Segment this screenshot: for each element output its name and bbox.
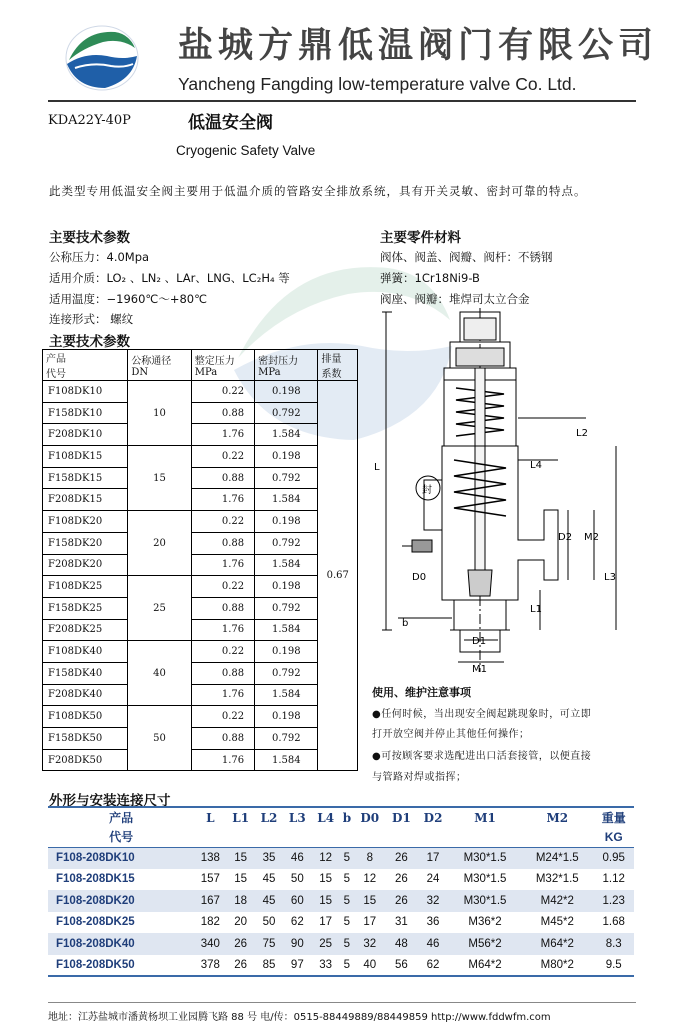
dims-cell: F108-208DK25 (56, 916, 135, 929)
discharge-coefficient-cell: 0.67 (318, 381, 358, 771)
maintenance-line-1: ●任何时候，当出现安全阀起跳现象时，可立即 (372, 709, 592, 720)
params-cell: F108DK10 (43, 381, 128, 403)
dims-cell: 35 (255, 847, 283, 869)
params-cell: 50 (128, 706, 191, 771)
dims-cell: 182 (200, 916, 220, 929)
dims-cell: 0.95 (593, 847, 634, 869)
dims-header-cell (283, 827, 311, 847)
dims-cell: 97 (283, 955, 311, 977)
dims-cell: 5 (340, 847, 354, 869)
parts-heading: 主要零件材料 (380, 230, 461, 246)
dims-cell: M64*2 (449, 955, 521, 977)
product-title-cn: 低温安全阀 (188, 113, 273, 133)
params-row (43, 706, 358, 728)
maintenance-heading: 使用、维护注意事项 (372, 686, 471, 699)
spec-connection: 连接形式： 螺纹 (49, 312, 134, 326)
dims-cell: 20 (234, 916, 248, 929)
company-logo (63, 22, 141, 92)
params-cell: 1.76 (191, 749, 254, 771)
dims-header-cell (194, 827, 226, 847)
dims-cell: 15 (234, 873, 248, 886)
params-row (43, 446, 358, 468)
dims-cell: 62 (417, 955, 449, 977)
params-cell: 0.22 (191, 641, 254, 663)
params-cell: 1.584 (255, 424, 318, 446)
params-cell: 0.22 (191, 576, 254, 598)
params-cell: 0.88 (191, 467, 254, 489)
params-cell: F158DK25 (43, 597, 128, 619)
dims-header-cell: M1 (474, 810, 496, 825)
product-intro: 此类型专用低温安全阀主要用于低温介质的管路安全排放系统，具有开关灵敏、密封可靠的特点。 (49, 184, 587, 198)
params-cell: F108DK20 (43, 511, 128, 533)
dims-cell: 15 (227, 847, 255, 869)
dims-cell: 17 (363, 916, 377, 929)
params-header-cell: 整定压力 MPa (191, 350, 254, 381)
dims-cell: 90 (283, 933, 311, 955)
dims-header-cell (255, 827, 283, 847)
dims-cell: M30*1.5 (449, 847, 521, 869)
params-cell: 1.584 (255, 554, 318, 576)
dims-cell: 26 (395, 873, 408, 886)
params-cell: 1.584 (255, 489, 318, 511)
params-cell: F208DK25 (43, 619, 128, 641)
params-cell: 0.792 (255, 597, 318, 619)
dims-cell: 75 (255, 933, 283, 955)
dims-cell: 26 (227, 933, 255, 955)
params-row (43, 684, 358, 706)
params-row (43, 381, 358, 403)
dims-header-cell: L3 (288, 810, 306, 825)
part-spring: 弹簧：1Cr18Ni9-B (380, 271, 480, 285)
params-row (43, 662, 358, 684)
params-cell: 0.88 (191, 597, 254, 619)
dims-header-cell: 重量 (601, 811, 626, 825)
part-body: 阀体、阀盖、阀瓣、阀杆：不锈钢 (380, 250, 553, 264)
part-seat: 阀座、阀瓣：堆焊司太立合金 (380, 292, 530, 306)
dim-label-l: L (374, 462, 380, 473)
dims-cell: 56 (386, 955, 418, 977)
params-row (43, 728, 358, 750)
params-row (43, 511, 358, 533)
dims-cell: F108-208DK40 (48, 933, 194, 955)
dims-header-cell: KG (593, 827, 634, 847)
params-cell: F158DK50 (43, 728, 128, 750)
dims-cell: M24*1.5 (521, 847, 593, 869)
dims-cell: F108-208DK15 (56, 873, 135, 886)
params-cell: 1.584 (255, 749, 318, 771)
dims-cell: M56*2 (449, 933, 521, 955)
params-cell: 0.198 (255, 576, 318, 598)
dims-table (48, 806, 634, 977)
dims-cell: 24 (426, 873, 440, 886)
params-cell: 1.584 (255, 619, 318, 641)
dim-label-l2: L2 (576, 428, 588, 439)
dim-label-b: b (402, 618, 409, 629)
dims-cell: 25 (311, 933, 339, 955)
dims-cell: F108-208DK20 (48, 890, 194, 912)
dims-cell: 36 (426, 916, 440, 929)
params-cell: F208DK40 (43, 684, 128, 706)
dims-cell: 5 (340, 933, 354, 955)
dims-header-cell (386, 827, 418, 847)
dims-header-cell (311, 827, 339, 847)
specs-heading: 主要技术参数 (49, 230, 130, 246)
params-cell: F108DK15 (43, 446, 128, 468)
params-header-cell: 排量 系数 (318, 350, 358, 381)
params-cell: F208DK50 (43, 749, 128, 771)
params-row (43, 467, 358, 489)
params-cell: 0.88 (191, 728, 254, 750)
dims-cell: 12 (311, 847, 339, 869)
params-cell: 0.792 (255, 467, 318, 489)
dims-header-cell (340, 827, 354, 847)
dims-cell: 45 (262, 873, 276, 886)
dims-cell: 5 (343, 873, 351, 886)
dim-label-l4: L4 (530, 460, 542, 471)
dims-row (48, 933, 634, 955)
params-cell: 1.76 (191, 489, 254, 511)
params-cell: F108DK25 (43, 576, 128, 598)
params-cell: 0.88 (191, 532, 254, 554)
spec-temperature: 适用温度：−1960℃～+80℃ (49, 292, 208, 306)
dims-cell: 26 (386, 890, 418, 912)
dims-cell: F108-208DK10 (48, 847, 194, 869)
dims-cell: 378 (194, 955, 226, 977)
dims-cell: 15 (311, 890, 339, 912)
dim-label-l1: L1 (530, 604, 542, 615)
params-header-cell: 密封压力 MPa (255, 350, 318, 381)
dims-cell: M36*2 (468, 916, 502, 929)
params-cell: 0.198 (255, 641, 318, 663)
dims-header-cell: 产品 (109, 811, 134, 825)
spec-medium: 适用介质：LO₂ 、LN₂ 、LAr、LNG、LC₂H₄ 等 (49, 271, 290, 285)
params-cell: 20 (128, 511, 191, 576)
dims-cell: 50 (262, 916, 276, 929)
dim-label-d1: D1 (472, 636, 487, 647)
dims-cell: 46 (283, 847, 311, 869)
params-cell: 0.792 (255, 532, 318, 554)
dims-cell: 9.5 (593, 955, 634, 977)
dims-cell: M80*2 (521, 955, 593, 977)
params-cell: 1.76 (191, 554, 254, 576)
dims-row (48, 890, 634, 912)
dims-cell: 31 (395, 916, 408, 929)
dims-header-cell: L (206, 810, 215, 825)
params-row (43, 489, 358, 511)
company-name-en: Yancheng Fangding low-temperature valve Co. Ltd. (178, 74, 577, 94)
dims-cell: 12 (363, 873, 377, 886)
params-cell: F158DK40 (43, 662, 128, 684)
params-cell: F208DK15 (43, 489, 128, 511)
dims-heading: 外形与安装连接尺寸 (49, 793, 171, 809)
dims-cell: 157 (200, 873, 220, 886)
dims-header-cell: D1 (392, 810, 411, 825)
header-divider (48, 100, 636, 102)
maintenance-line-2: 打开放空阀并停止其他任何操作； (372, 729, 530, 740)
params-cell: 0.22 (191, 511, 254, 533)
params-row (43, 402, 358, 424)
dims-cell: 5 (340, 890, 354, 912)
dims-cell: M64*2 (521, 933, 593, 955)
dims-cell: F108-208DK50 (48, 955, 194, 977)
params-cell: 0.198 (255, 706, 318, 728)
params-row (43, 554, 358, 576)
dim-label-m2: M2 (584, 532, 599, 543)
params-header-cell: 产品 代号 (43, 350, 128, 381)
params-cell: 0.198 (255, 511, 318, 533)
dims-cell: M30*1.5 (449, 890, 521, 912)
dims-header-cell (521, 827, 593, 847)
dims-header-cell (417, 827, 449, 847)
params-cell: F158DK10 (43, 402, 128, 424)
params-cell: 1.76 (191, 684, 254, 706)
dims-cell: 17 (319, 916, 333, 929)
product-model: KDA22Y-40P (48, 113, 131, 128)
dim-label-m1: M1 (472, 664, 487, 675)
params-cell: 10 (128, 381, 191, 446)
params-cell: F208DK10 (43, 424, 128, 446)
dims-header-cell: b (342, 810, 352, 825)
dims-row (48, 847, 634, 869)
dims-cell: 1.12 (602, 873, 625, 886)
footer-contact: 地址：江苏盐城市潘黄杨坝工业园腾飞路 88 号 电/传：0515-88449889/88449859 http://www.fddwfm.com (48, 1012, 551, 1023)
dims-cell: 60 (283, 890, 311, 912)
dims-cell: M30*1.5 (463, 873, 507, 886)
spec-pressure: 公称压力：4.0Mpa (49, 250, 150, 264)
params-cell: F158DK15 (43, 467, 128, 489)
dims-cell: 138 (194, 847, 226, 869)
params-cell: 1.76 (191, 619, 254, 641)
dims-cell: 45 (255, 890, 283, 912)
dims-header-cell: 代号 (48, 827, 194, 847)
dims-cell: 32 (417, 890, 449, 912)
dims-header-cell: L1 (232, 810, 250, 825)
dim-label-l3: L3 (604, 572, 616, 583)
params-cell: F208DK20 (43, 554, 128, 576)
dims-cell: 167 (194, 890, 226, 912)
dims-cell: 50 (290, 873, 304, 886)
dims-cell: 15 (354, 890, 386, 912)
params-cell: F158DK20 (43, 532, 128, 554)
params-cell: 0.22 (191, 446, 254, 468)
dims-cell: 8 (354, 847, 386, 869)
params-cell: 0.22 (191, 381, 254, 403)
dims-row (48, 955, 634, 977)
dims-cell: 46 (417, 933, 449, 955)
params-cell: 0.88 (191, 662, 254, 684)
dims-cell: 26 (386, 847, 418, 869)
dims-header-cell: L2 (260, 810, 278, 825)
params-row (43, 641, 358, 663)
dims-cell: 8.3 (593, 933, 634, 955)
params-cell: 0.198 (255, 381, 318, 403)
dims-cell: M45*2 (540, 916, 574, 929)
params-row (43, 619, 358, 641)
dims-cell: 85 (255, 955, 283, 977)
dim-label-d2: D2 (558, 532, 573, 543)
dims-cell: 340 (194, 933, 226, 955)
dims-header-cell: D2 (423, 810, 443, 825)
dims-header-cell (227, 827, 255, 847)
params-cell: 0.792 (255, 662, 318, 684)
dims-cell: 5 (340, 955, 354, 977)
params-cell: 15 (128, 446, 191, 511)
maintenance-line-4: 与管路对焊或指挥； (372, 772, 467, 783)
params-cell: 0.22 (191, 706, 254, 728)
dims-cell: 17 (417, 847, 449, 869)
dim-label-seal: 封 (422, 485, 432, 496)
params-row (43, 597, 358, 619)
params-cell: 0.198 (255, 446, 318, 468)
dims-row (48, 912, 634, 934)
params-heading: 主要技术参数 (49, 334, 130, 350)
dims-cell: 15 (319, 873, 333, 886)
dims-cell: 18 (227, 890, 255, 912)
valve-section-drawing (372, 300, 634, 678)
dims-cell: M42*2 (521, 890, 593, 912)
dims-header-cell: L4 (317, 810, 335, 825)
dims-cell: M32*1.5 (535, 873, 579, 886)
params-cell: 40 (128, 641, 191, 706)
maintenance-line-3: ●可按顾客要求选配进出口活套接管，以便直接 (372, 751, 592, 762)
dims-cell: 26 (227, 955, 255, 977)
dims-header-cell (449, 827, 521, 847)
params-cell: 0.792 (255, 402, 318, 424)
dims-cell: 5 (343, 916, 351, 929)
dims-cell: 62 (290, 916, 304, 929)
dim-label-d0: D0 (412, 572, 427, 583)
dims-cell: 32 (354, 933, 386, 955)
params-header-cell: 公称通径 DN (128, 350, 191, 381)
params-row (43, 424, 358, 446)
dims-header-cell: M2 (546, 810, 569, 825)
params-table (42, 349, 358, 771)
params-cell: 0.792 (255, 728, 318, 750)
dims-header-cell: D0 (360, 810, 380, 825)
dims-cell: 1.68 (602, 916, 625, 929)
params-cell: 0.88 (191, 402, 254, 424)
params-cell: 1.584 (255, 684, 318, 706)
params-cell: 1.76 (191, 424, 254, 446)
dims-cell: 33 (311, 955, 339, 977)
product-title-en: Cryogenic Safety Valve (176, 143, 316, 158)
params-cell: F108DK40 (43, 641, 128, 663)
params-cell: F108DK50 (43, 706, 128, 728)
dims-cell: 40 (354, 955, 386, 977)
company-name-cn: 盐城方鼎低温阀门有限公司 (178, 26, 659, 66)
dims-cell: 1.23 (593, 890, 634, 912)
params-row (43, 749, 358, 771)
dims-cell: 48 (386, 933, 418, 955)
footer-divider (48, 1002, 636, 1003)
params-row (43, 576, 358, 598)
dims-header-cell (354, 827, 386, 847)
dims-row (48, 869, 634, 891)
params-cell: 25 (128, 576, 191, 641)
params-row (43, 532, 358, 554)
